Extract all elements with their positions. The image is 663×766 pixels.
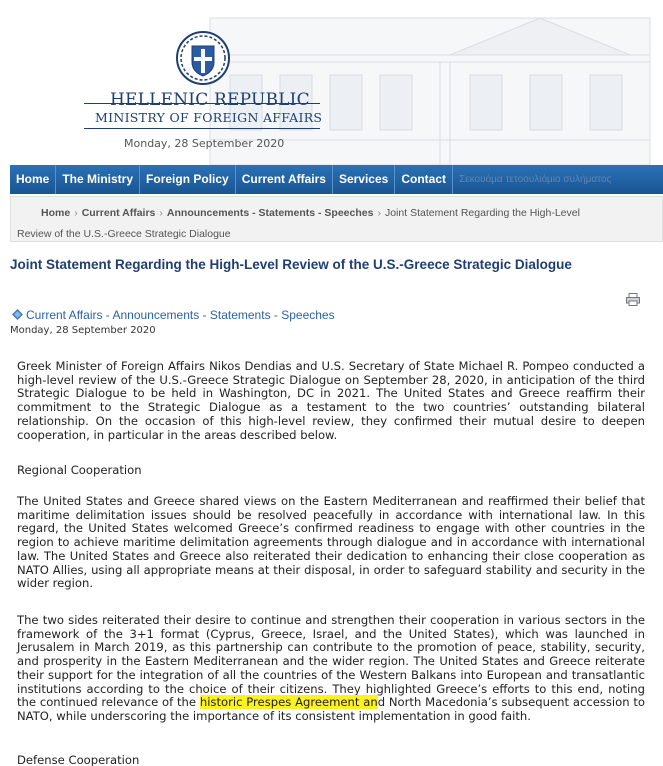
breadcrumb-home[interactable]: Home <box>41 207 71 219</box>
paragraph-3plus1-text: The two sides reiterated their desire to continue and strengthen their cooperation in various sectors in the framework of the 3+1 format (Cyprus, Greece, Israel, and the United States), which was launched in Jerusalem in March 2019, as this partnership can contribute to the promotion of peace, stability, security, and prosperity in the Eastern Mediterranean and the wider region. The United States and Greece reiterate their support for the integration of all the countries of the Western Balkans into European and transatlantic institutions according to the choice of their citizens. They highlighted Greece’s efforts to this end, noting the continued relevance of the <box>17 613 645 710</box>
nav-contact[interactable]: Contact <box>395 165 453 194</box>
main-nav <box>10 165 663 194</box>
nav-home[interactable]: Home <box>10 165 56 194</box>
section-link[interactable] <box>12 308 335 322</box>
heading-regional-cooperation: Regional Cooperation <box>17 463 142 477</box>
greek-emblem-icon <box>175 30 231 86</box>
article-title: Joint Statement Regarding the High-Level Review of the U.S.-Greece Strategic Dialogue <box>10 257 572 272</box>
nav-foreign-policy[interactable]: Foreign Policy <box>140 165 236 194</box>
nav-the-ministry[interactable]: The Ministry <box>56 165 140 194</box>
nav-ticker: Σεκουόμα τετοουλιόμιο συλήματος <box>459 174 612 185</box>
section-link-label: Current Affairs - Announcements - Statements - Speeches <box>26 308 335 322</box>
breadcrumb-announcements[interactable]: Announcements - Statements - Speeches <box>166 207 374 219</box>
nav-current-affairs[interactable]: Current Affairs <box>236 165 333 194</box>
breadcrumb-separator-icon: › <box>74 207 78 219</box>
breadcrumb-current-line2: Review of the U.S.-Greece Strategic Dialogue <box>17 228 231 240</box>
highlighted-text: historic Prespes Agreement an <box>199 695 378 710</box>
site-header <box>0 0 663 165</box>
title-rule-bottom <box>84 128 320 129</box>
breadcrumb-separator-icon: › <box>159 207 163 219</box>
breadcrumb-current-affairs[interactable]: Current Affairs <box>81 207 156 219</box>
header-date: Monday, 28 September 2020 <box>124 137 285 150</box>
site-subtitle: MINISTRY OF FOREIGN AFFAIRS <box>95 110 323 125</box>
print-icon[interactable] <box>626 293 640 306</box>
paragraph-3plus1 <box>17 614 645 724</box>
paragraph-regional: The United States and Greece shared views on the Eastern Mediterranean and reaffirmed their belief that maritime delimitation issues should be resolved peacefully in accordance with international law. In this regard, the United States welcomed Greece’s confirmed readiness to engage with other countries in the region to achieve maritime delimitation agreements through dialogue and in accordance with international law. The United States and Greece also reiterated their dedication to enhancing their close cooperation as NATO Allies, using all appropriate means at their disposal, in order to safeguard stability and security in the wider region. <box>17 494 645 591</box>
breadcrumb-current-line1: Joint Statement Regarding the High-Level <box>384 207 580 219</box>
breadcrumb <box>10 196 663 242</box>
paragraph-intro: Greek Minister of Foreign Affairs Nikos Dendias and U.S. Secretary of State Michael R. Pompeo conducted a high-level review of the U.S.-Greece Strategic Dialogue on September 28, 2020, in anticipation of the third Strategic Dialogue to be held in Washington, DC in 2021. The United States and Greece reaffirm their commitment to the Strategic Dialogue as a testament to the two countries’ outstanding bilateral relationship. On the occasion of this high-level review, they confirmed their mutual desire to deepen cooperation, in particular in the areas described below. <box>17 359 645 442</box>
site-title: HELLENIC REPUBLIC <box>110 90 310 110</box>
section-diamond-icon <box>12 309 23 320</box>
breadcrumb-separator-icon: › <box>377 207 381 219</box>
paragraph-3plus1-text-end: d North Macedonia’s subsequent accession to NATO, while underscoring the importance of its consistent implementation in good faith. <box>17 695 646 723</box>
article-date: Monday, 28 September 2020 <box>10 325 156 336</box>
heading-defense-cooperation: Defense Cooperation <box>17 754 140 766</box>
nav-services[interactable]: Services <box>333 165 395 194</box>
